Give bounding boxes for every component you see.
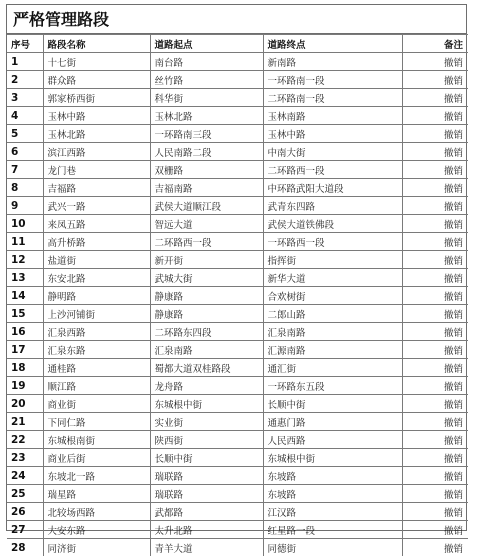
- cell-end: 二环路西一段: [263, 161, 402, 179]
- cell-start: 吉福南路: [150, 179, 263, 197]
- cell-no: 27: [7, 521, 43, 539]
- cell-note: 撤销: [402, 341, 468, 359]
- cell-note: 撤销: [402, 287, 468, 305]
- cell-start: 人民南路二段: [150, 143, 263, 161]
- cell-note: 撤销: [402, 431, 468, 449]
- table-row: [7, 341, 468, 359]
- cell-note: 撤销: [402, 233, 468, 251]
- cell-end: 通汇街: [263, 359, 402, 377]
- cell-road-name: 汇泉东路: [43, 341, 150, 359]
- table-row: [7, 71, 468, 89]
- table-row: [7, 179, 468, 197]
- table-row: [7, 305, 468, 323]
- cell-end: 合欢树街: [263, 287, 402, 305]
- cell-start: 武侯大道顺江段: [150, 197, 263, 215]
- cell-no: 11: [7, 233, 43, 251]
- cell-end: 二郎山路: [263, 305, 402, 323]
- cell-road-name: 玉林北路: [43, 125, 150, 143]
- cell-no: 25: [7, 485, 43, 503]
- table-row: [7, 413, 468, 431]
- cell-road-name: 汇泉西路: [43, 323, 150, 341]
- cell-start: 瑞联路: [150, 485, 263, 503]
- cell-no: 21: [7, 413, 43, 431]
- cell-end: 江汉路: [263, 503, 402, 521]
- table-row: [7, 449, 468, 467]
- cell-no: 15: [7, 305, 43, 323]
- cell-end: 东坡路: [263, 467, 402, 485]
- cell-note: 撤销: [402, 197, 468, 215]
- cell-end: 红星路一段: [263, 521, 402, 539]
- cell-start: 龙舟路: [150, 377, 263, 395]
- table-row: [7, 233, 468, 251]
- cell-road-name: 静明路: [43, 287, 150, 305]
- cell-no: 6: [7, 143, 43, 161]
- cell-no: 8: [7, 179, 43, 197]
- cell-no: 16: [7, 323, 43, 341]
- cell-road-name: 东坡北一路: [43, 467, 150, 485]
- cell-no: 24: [7, 467, 43, 485]
- cell-note: 撤销: [402, 215, 468, 233]
- table-row: [7, 161, 468, 179]
- table-row: [7, 269, 468, 287]
- column-header-name: 路段名称: [43, 35, 150, 53]
- cell-road-name: 商业后街: [43, 449, 150, 467]
- cell-note: 撤销: [402, 161, 468, 179]
- cell-start: 静康路: [150, 305, 263, 323]
- table-row: [7, 539, 468, 556]
- cell-start: 静康路: [150, 287, 263, 305]
- document-sheet: [6, 4, 467, 531]
- cell-note: 撤销: [402, 449, 468, 467]
- cell-no: 5: [7, 125, 43, 143]
- cell-no: 12: [7, 251, 43, 269]
- cell-road-name: 同济街: [43, 539, 150, 556]
- cell-road-name: 滨江西路: [43, 143, 150, 161]
- page-title: 严格管理路段: [7, 5, 466, 34]
- table-row: [7, 485, 468, 503]
- cell-road-name: 通桂路: [43, 359, 150, 377]
- cell-note: 撤销: [402, 179, 468, 197]
- cell-note: 撤销: [402, 53, 468, 71]
- table-row: [7, 251, 468, 269]
- table-row: [7, 215, 468, 233]
- cell-end: 新华大道: [263, 269, 402, 287]
- cell-start: 陕西街: [150, 431, 263, 449]
- cell-note: 撤销: [402, 539, 468, 556]
- cell-start: 武都路: [150, 503, 263, 521]
- cell-start: 一环路南三段: [150, 125, 263, 143]
- cell-no: 17: [7, 341, 43, 359]
- cell-no: 7: [7, 161, 43, 179]
- table-row: [7, 143, 468, 161]
- table-row: [7, 323, 468, 341]
- cell-road-name: 下同仁路: [43, 413, 150, 431]
- cell-end: 二环路南一段: [263, 89, 402, 107]
- cell-no: 22: [7, 431, 43, 449]
- column-header-no: 序号: [7, 35, 43, 53]
- cell-road-name: 上沙河铺街: [43, 305, 150, 323]
- cell-road-name: 大安东路: [43, 521, 150, 539]
- cell-note: 撤销: [402, 503, 468, 521]
- cell-road-name: 吉福路: [43, 179, 150, 197]
- cell-start: 科华街: [150, 89, 263, 107]
- cell-note: 撤销: [402, 377, 468, 395]
- cell-start: 二环路东四段: [150, 323, 263, 341]
- cell-end: 玉林南路: [263, 107, 402, 125]
- cell-end: 汇源南路: [263, 341, 402, 359]
- cell-road-name: 东城根南街: [43, 431, 150, 449]
- cell-no: 1: [7, 53, 43, 71]
- cell-no: 26: [7, 503, 43, 521]
- cell-end: 汇泉南路: [263, 323, 402, 341]
- cell-start: 新开街: [150, 251, 263, 269]
- cell-start: 玉林北路: [150, 107, 263, 125]
- cell-end: 一环路南一段: [263, 71, 402, 89]
- cell-end: 一环路西一段: [263, 233, 402, 251]
- cell-start: 二环路西一段: [150, 233, 263, 251]
- cell-no: 19: [7, 377, 43, 395]
- column-header-note: 备注: [402, 35, 468, 53]
- cell-note: 撤销: [402, 269, 468, 287]
- table-row: [7, 287, 468, 305]
- cell-no: 28: [7, 539, 43, 556]
- cell-end: 东城根中街: [263, 449, 402, 467]
- table-row: [7, 359, 468, 377]
- cell-no: 13: [7, 269, 43, 287]
- cell-note: 撤销: [402, 89, 468, 107]
- cell-note: 撤销: [402, 467, 468, 485]
- cell-start: 太升北路: [150, 521, 263, 539]
- cell-note: 撤销: [402, 251, 468, 269]
- cell-start: 长顺中街: [150, 449, 263, 467]
- cell-note: 撤销: [402, 323, 468, 341]
- cell-no: 9: [7, 197, 43, 215]
- cell-note: 撤销: [402, 143, 468, 161]
- cell-end: 中南大街: [263, 143, 402, 161]
- cell-no: 4: [7, 107, 43, 125]
- cell-start: 青羊大道: [150, 539, 263, 556]
- cell-road-name: 商业街: [43, 395, 150, 413]
- cell-note: 撤销: [402, 413, 468, 431]
- cell-road-name: 盐道街: [43, 251, 150, 269]
- cell-end: 同德街: [263, 539, 402, 556]
- cell-end: 东坡路: [263, 485, 402, 503]
- table-row: [7, 431, 468, 449]
- cell-no: 3: [7, 89, 43, 107]
- table-row: [7, 125, 468, 143]
- table-row: [7, 467, 468, 485]
- cell-note: 撤销: [402, 521, 468, 539]
- cell-start: 汇泉南路: [150, 341, 263, 359]
- cell-road-name: 郭家桥西街: [43, 89, 150, 107]
- table-row: [7, 197, 468, 215]
- table-row: [7, 53, 468, 71]
- table-row: [7, 521, 468, 539]
- cell-road-name: 来凤五路: [43, 215, 150, 233]
- cell-road-name: 龙门巷: [43, 161, 150, 179]
- table-header-row: [7, 35, 468, 53]
- cell-no: 20: [7, 395, 43, 413]
- cell-note: 撤销: [402, 395, 468, 413]
- cell-end: 人民西路: [263, 431, 402, 449]
- cell-no: 10: [7, 215, 43, 233]
- road-table: [7, 34, 468, 556]
- cell-start: 丝竹路: [150, 71, 263, 89]
- cell-no: 14: [7, 287, 43, 305]
- cell-start: 瑞联路: [150, 467, 263, 485]
- cell-road-name: 东安北路: [43, 269, 150, 287]
- cell-road-name: 武兴一路: [43, 197, 150, 215]
- table-row: [7, 503, 468, 521]
- cell-end: 长顺中街: [263, 395, 402, 413]
- cell-start: 双栅路: [150, 161, 263, 179]
- cell-note: 撤销: [402, 107, 468, 125]
- table-row: [7, 89, 468, 107]
- cell-end: 武青东四路: [263, 197, 402, 215]
- table-row: [7, 377, 468, 395]
- cell-note: 撤销: [402, 71, 468, 89]
- cell-start: 蜀都大道双桂路段: [150, 359, 263, 377]
- cell-start: 实业街: [150, 413, 263, 431]
- cell-end: 新南路: [263, 53, 402, 71]
- table-row: [7, 395, 468, 413]
- cell-start: 智远大道: [150, 215, 263, 233]
- cell-start: 南台路: [150, 53, 263, 71]
- cell-start: 武城大街: [150, 269, 263, 287]
- cell-note: 撤销: [402, 125, 468, 143]
- cell-road-name: 北较场西路: [43, 503, 150, 521]
- cell-no: 18: [7, 359, 43, 377]
- cell-note: 撤销: [402, 359, 468, 377]
- cell-road-name: 瑞星路: [43, 485, 150, 503]
- cell-start: 东城根中街: [150, 395, 263, 413]
- cell-road-name: 玉林中路: [43, 107, 150, 125]
- cell-end: 武侯大道铁佛段: [263, 215, 402, 233]
- cell-end: 指挥街: [263, 251, 402, 269]
- cell-end: 一环路东五段: [263, 377, 402, 395]
- cell-road-name: 顺江路: [43, 377, 150, 395]
- cell-end: 通惠门路: [263, 413, 402, 431]
- cell-end: 玉林中路: [263, 125, 402, 143]
- cell-no: 2: [7, 71, 43, 89]
- table-row: [7, 107, 468, 125]
- cell-note: 撤销: [402, 485, 468, 503]
- cell-note: 撤销: [402, 305, 468, 323]
- cell-no: 23: [7, 449, 43, 467]
- cell-road-name: 高升桥路: [43, 233, 150, 251]
- cell-road-name: 十七街: [43, 53, 150, 71]
- column-header-end: 道路终点: [263, 35, 402, 53]
- cell-end: 中环路武阳大道段: [263, 179, 402, 197]
- column-header-start: 道路起点: [150, 35, 263, 53]
- cell-road-name: 群众路: [43, 71, 150, 89]
